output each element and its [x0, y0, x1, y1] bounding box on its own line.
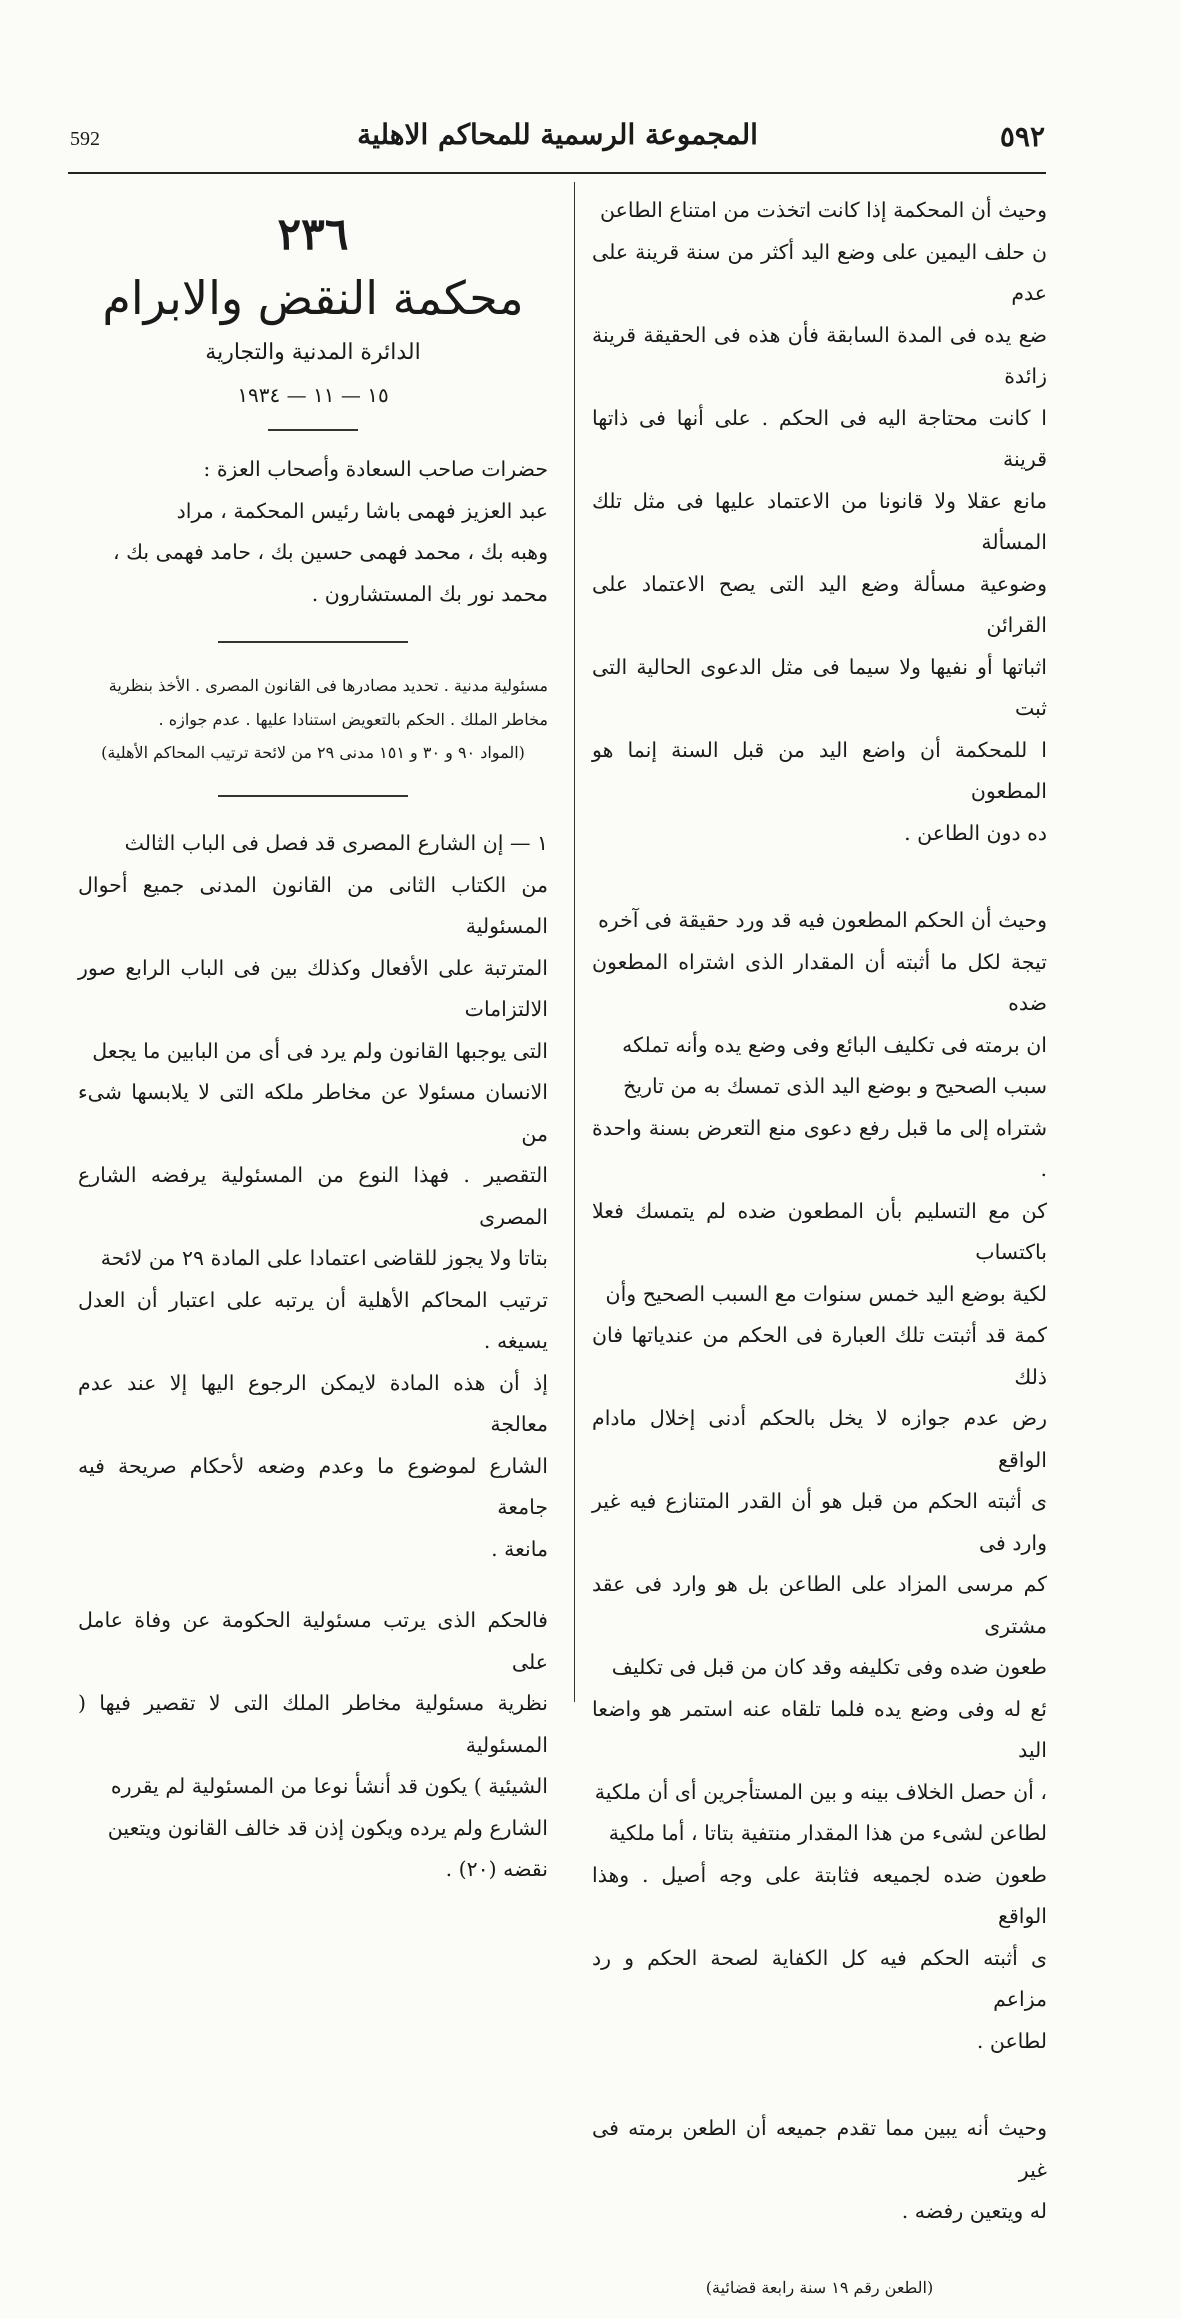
text-line: وضوعية مسألة وضع اليد التى يصح الاعتماد على القرائن [592, 571, 1047, 637]
text-line: رض عدم جوازه لا يخل بالحكم أدنى إخلال مادام الواقع [592, 1406, 1047, 1472]
text-line: الشارع ولم يرده ويكون إذن قد خالف القانون ويتعين [107, 1815, 548, 1840]
legal-references: (المواد ٩٠ و ٣٠ و ١٥١ مدنى ٢٩ من لائحة ترتيب المحاكم الأهلية) [101, 743, 525, 762]
text-line: كم مرسى المزاد على الطاعن بل هو وارد فى عقد مشترى [592, 1572, 1047, 1638]
text-line: ترتيب المحاكم الأهلية أن يرتبه على اعتبار أن العدل يسيغه . [78, 1287, 548, 1353]
text-line: لطاعن لشىء من هذا المقدار منتفية بتاتا ، أما ملكية [608, 1821, 1047, 1845]
text-line: له ويتعين رفضه . [901, 2199, 1047, 2223]
court-name: محكمة النقض والابرام [102, 271, 524, 325]
text-line: الانسان مسئولا عن مخاطر ملكه التى لا يلابسها شىء من [78, 1080, 548, 1146]
text-line: مسئولية مدنية . تحديد مصادرها فى القانون المصرى . الأخذ بنظرية [108, 676, 548, 695]
header-rule [68, 172, 1046, 174]
headnote-summary [78, 669, 548, 737]
text-line: لطاعن . [976, 2028, 1047, 2053]
text-line: ان برمته فى تكليف البائع وفى وضع يده وأنه تملكه [622, 1032, 1047, 1057]
text-line: طعون ضده لجميعه فثابتة على وجه أصيل . وهذا الواقع [592, 1862, 1047, 1928]
case-number: ٢٣٦ [277, 209, 349, 260]
text-line: نظرية مسئولية مخاطر الملك التى لا تقصير فيها ( المسئولية [78, 1691, 548, 1757]
left-column [78, 205, 548, 1891]
divider [268, 429, 358, 431]
text-line: المترتبة على الأفعال وكذلك بين فى الباب الرابع صور الالتزامات [78, 955, 548, 1021]
text-line: سبب الصحيح و بوضع اليد الذى تمسك به من تاريخ [623, 1074, 1047, 1098]
text-line: نقضه (٢٠) . [445, 1857, 548, 1881]
text-line: ى أثبته الحكم فيه كل الكفاية لصحة الحكم و رد مزاعم [592, 1945, 1047, 2011]
text-line: حضرات صاحب السعادة وأصحاب العزة : [203, 457, 548, 481]
running-title: المجموعة الرسمية للمحاكم الاهلية [357, 118, 758, 151]
text-line: وحيث أن الحكم المطعون فيه قد ورد حقيقة فى آخره [598, 908, 1047, 932]
text-line: الشيئية ) يكون قد أنشأ نوعا من المسئولية لم يقرره [110, 1774, 548, 1798]
text-line: التى يوجبها القانون ولم يرد فى أى من البابين ما يجعل [92, 1038, 548, 1063]
text-line: مانعة . [491, 1536, 548, 1561]
text-line: وحيث أن المحكمة إذا كانت اتخذت من امتناع الطاعن [600, 198, 1047, 222]
text-line: بتاتا ولا يجوز للقاضى اعتمادا على المادة ٢٩ من لائحة [100, 1246, 548, 1270]
text-line: ن حلف اليمين على وضع اليد أكثر من سنة قرينة على عدم [592, 239, 1047, 305]
text-line: الشارع لموضوع ما وعدم وضعه لأحكام صريحة فيه جامعة [78, 1453, 548, 1519]
text-line: محمد نور بك المستشارون . [311, 581, 548, 606]
text-line: مانع عقلا ولا قانونا من الاعتماد عليها فى مثل تلك المسألة [592, 488, 1047, 554]
text-line: فالحكم الذى يرتب مسئولية الحكومة عن وفاة عامل على [78, 1608, 548, 1674]
page-header [70, 110, 1045, 160]
text-line: كمة قد أثبتت تلك العبارة فى الحكم من عندياتها فان ذلك [592, 1323, 1047, 1389]
paragraph-3 [592, 2108, 1047, 2233]
divider [218, 641, 408, 643]
text-line: اثباتها أو نفيها ولا سيما فى مثل الدعوى الحالية التى ثبت [592, 654, 1047, 720]
chamber-name: الدائرة المدنية والتجارية [205, 340, 421, 365]
text-line: ئع له وفى وضع يده فلما تلقاه عنه استمر هو واضعا اليد [592, 1696, 1047, 1762]
text-line: طعون ضده وفى تكليفه وقد كان من قبل فى تكليف [611, 1655, 1047, 1679]
judgment-date: ١٥ — ١١ — ١٩٣٤ [237, 383, 389, 407]
text-line: كن مع التسليم بأن المطعون ضده لم يتمسك فعلا باكتساب [592, 1198, 1047, 1264]
paragraph-2 [592, 900, 1047, 2062]
text-line: وهبه بك ، محمد فهمى حسين بك ، حامد فهمى بك ، [113, 540, 548, 564]
text-line: من الكتاب الثانى من القانون المدنى جميع أحوال المسئولية [78, 872, 548, 938]
text-line: ضع يده فى المدة السابقة فأن هذه فى الحقيقة قرينة زائدة [592, 322, 1047, 388]
text-line: ا للمحكمة أن واضع اليد من قبل السنة إنما هو المطعون [592, 737, 1047, 803]
text-line: شتراه إلى ما قبل رفع دعوى منع التعرض بسنة واحدة . [592, 1115, 1047, 1181]
text-line: لكية بوضع اليد خمس سنوات مع السبب الصحيح وأن [605, 1281, 1047, 1306]
text-line: ، أن حصل الخلاف بينه و بين المستأجرين أى أن ملكية [594, 1779, 1047, 1804]
text-line: ا كانت محتاجة اليه فى الحكم . على أنها فى ذاتها قرينة [592, 405, 1047, 471]
divider [218, 795, 408, 797]
page-number-latin: 592 [70, 128, 100, 150]
right-column [592, 190, 1047, 2319]
column-divider [574, 182, 575, 1702]
page-number-arabic: ٥٩٢ [999, 120, 1045, 153]
paragraph-1 [592, 190, 1047, 854]
case-footnote: (الطعن رقم ١٩ سنة رابعة قضائية) [705, 2277, 934, 2297]
text-line: مخاطر الملك . الحكم بالتعويض استنادا عليها . عدم جوازه . [158, 710, 548, 729]
text-line: ى أثبته الحكم من قبل هو أن القدر المتنازع فيه غير وارد فى [592, 1489, 1047, 1555]
text-line: إذ أن هذه المادة لايمكن الرجوع اليها إلا عند عدم معالجة [78, 1370, 548, 1436]
text-line: وحيث أنه يبين مما تقدم جميعه أن الطعن برمته فى غير [592, 2116, 1047, 2182]
text-line: التقصير . فهذا النوع من المسئولية يرفضه الشارع المصرى [78, 1163, 548, 1229]
attendance [78, 449, 548, 615]
text-line: ده دون الطاعن . [904, 820, 1047, 845]
text-line: عبد العزيز فهمى باشا رئيس المحكمة ، مراد [176, 498, 548, 523]
text-line: تيجة لكل ما أثبته أن المقدار الذى اشتراه المطعون ضده [592, 949, 1047, 1015]
text-line: ١ — إن الشارع المصرى قد فصل فى الباب الثالث [124, 831, 548, 855]
principle [78, 823, 548, 1570]
ruling [78, 1600, 548, 1891]
